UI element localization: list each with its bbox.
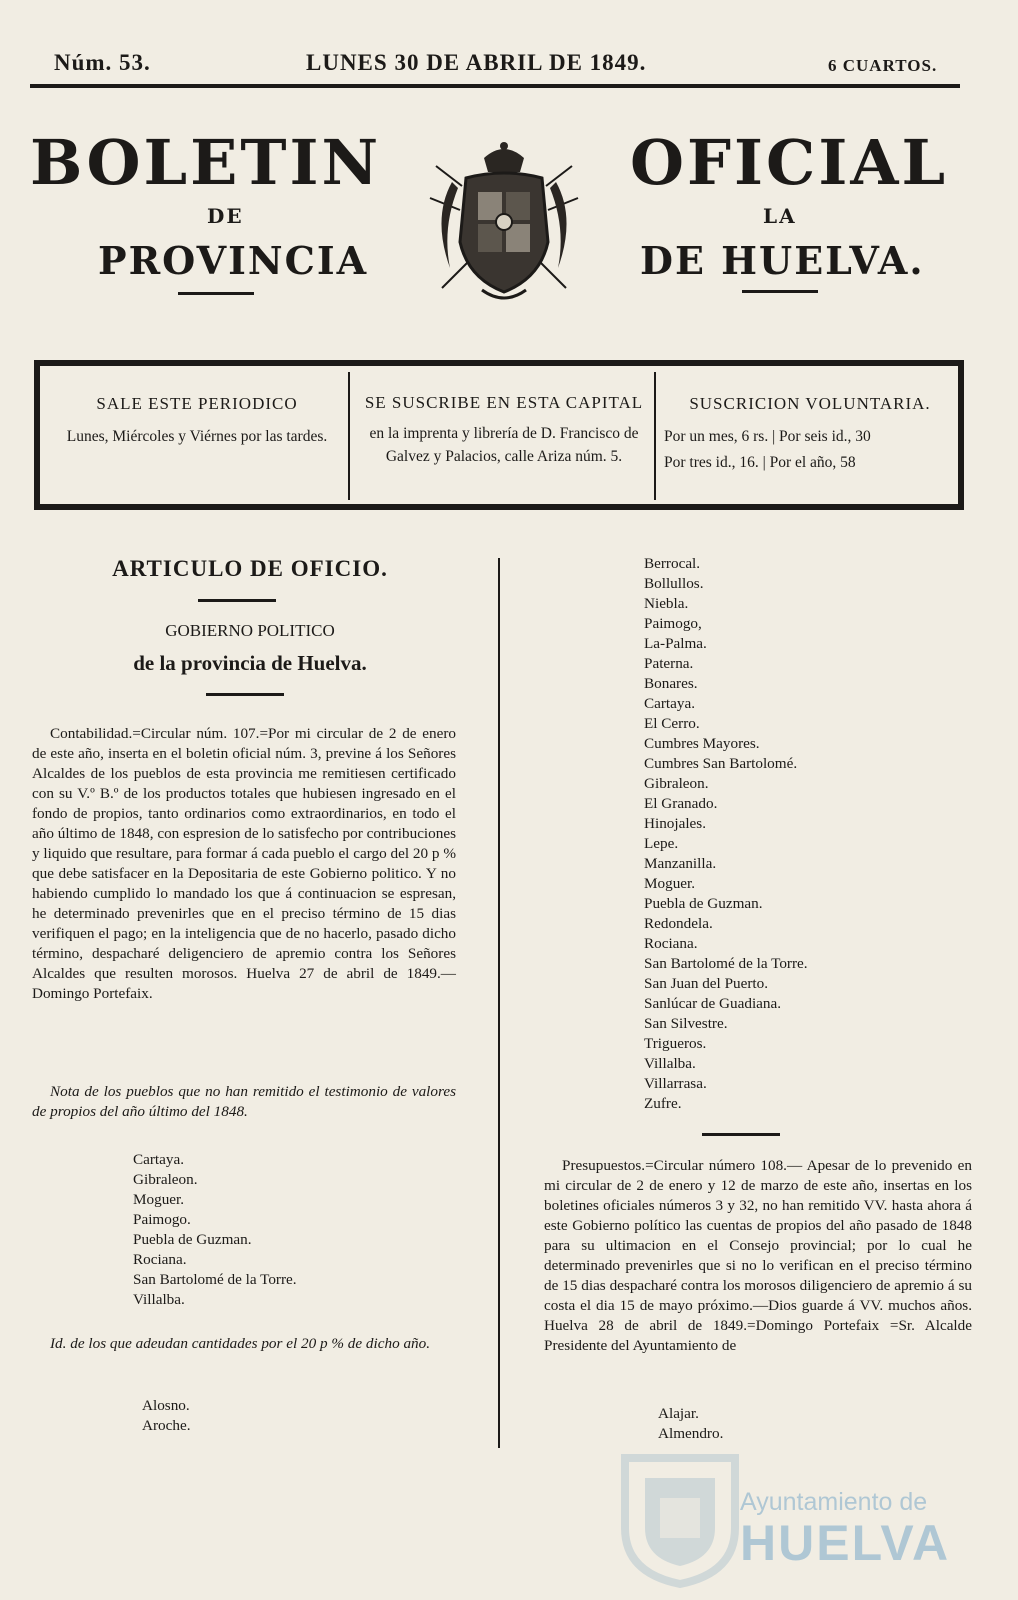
list-item: Hinojales. [644,815,707,832]
list-item: Alajar. [658,1405,699,1422]
section-rule [198,599,276,602]
list-item: Paterna. [644,655,694,672]
list-item: San Bartolomé de la Torre. [644,955,808,972]
list-item: Villalba. [133,1291,185,1308]
list-item: Paimogo. [133,1211,191,1228]
office-line-1: GOBIERNO POLITICO [165,621,335,640]
list-item: Aroche. [142,1417,191,1434]
info-col-prices-line2: Por tres id., 16. | Por el año, 58 [664,453,856,471]
list-item: El Cerro. [644,715,700,732]
title-left-underline [178,292,254,295]
list-3 [644,554,808,1114]
list-1 [133,1150,297,1310]
list-item: Bonares. [644,675,698,692]
info-col-subscribe-title: SE SUSCRIBE EN ESTA CAPITAL [364,393,644,412]
info-col-prices [660,368,960,508]
info-col-prices-line1: Por un mes, 6 rs. | Por seis id., 30 [664,428,871,446]
list-item: Gibraleon. [644,775,709,792]
list-item: Puebla de Guzman. [133,1231,252,1248]
circular-107-text: Contabilidad.=Circular núm. 107.=Por mi circular de 2 de enero de este año, inserta en el boletin oficial núm. 3, previne á los Señores Alcaldes de los pueblos de esta provincia me remitiesen certificado con su V.º B.º de los productos totales que hubiesen ingresado en el fondo de propios, tanto ordinarios como extraordinarios, en todo el año último de 1848, con espresion de lo satisfecho por contribuciones y liquido que resultare, para formar á cada pueblo el cargo del 20 p % que debe satisfacer en la Depositaria de este Gobierno politico. Y no habiendo cumplido lo mandado los que á continuacion se espresan, he determinado prevenirles que en el preciso término de 15 dias verifiquen el pago; en la inteligencia que de no hacerlo, pasado dicho término, despacharé deligenciero de apremio contra los Señores Alcaldes que resulten morosos. Huelva 27 de abril de 1849.—Domingo Portefaix. [32,725,456,1002]
list-item: Berrocal. [644,555,701,572]
info-col-schedule-text: Lunes, Miércoles y Viérnes por las tardes. [66,428,328,446]
info-col-subscribe [354,368,654,508]
list-item: Redondela. [644,915,713,932]
list-2 [142,1396,191,1436]
list-item: Manzanilla. [644,855,717,872]
column-separator [498,558,500,1448]
title-de-huelva: DE HUELVA. [640,238,925,283]
masthead-rule [30,84,960,88]
info-box [34,368,964,508]
box-top-rule [34,360,964,366]
title-oficial: OFICIAL [630,126,949,199]
issue-date: LUNES 30 DE ABRIL DE 1849. [306,50,647,75]
issue-price: 6 CUARTOS. [828,56,938,75]
right-rule [702,1133,780,1136]
list-item: Alosno. [142,1397,190,1414]
list-item: San Bartolomé de la Torre. [133,1271,297,1288]
list-4 [658,1404,723,1444]
note-2: Id. de los que adeudan cantidades por el 20 p % de dicho año. [50,1335,431,1352]
list-item: El Granado. [644,795,718,812]
city-seal-watermark-icon [605,1448,755,1588]
list-item: Bollullos. [644,575,704,592]
list-item: Cumbres Mayores. [644,735,760,752]
list-item: San Juan del Puerto. [644,975,769,992]
list-item: Cumbres San Bartolomé. [644,755,798,772]
title-de: DE [207,204,244,228]
list-item: Moguer. [644,875,696,892]
list-item: Lepe. [644,835,679,852]
office-line-2: de la provincia de Huelva. [133,651,367,675]
list-item: Villarrasa. [644,1075,707,1092]
list-item: Puebla de Guzman. [644,895,763,912]
title-right-underline [742,290,818,293]
list-item: Almendro. [658,1425,724,1442]
title-provincia: PROVINCIA [98,238,369,283]
list-item: Gibraleon. [133,1171,198,1188]
list-item: Rociana. [644,935,698,952]
list-item: Cartaya. [133,1151,185,1168]
list-item: Cartaya. [644,695,696,712]
info-col-schedule [52,368,342,508]
list-item: Zufre. [644,1095,682,1112]
list-item: Sanlúcar de Guadiana. [644,995,782,1012]
info-col-prices-title: SUSCRICION VOLUNTARIA. [689,394,931,413]
list-item: La-Palma. [644,635,707,652]
note-1: Nota de los pueblos que no han remitido el testimonio de valores de propios del año último del 1848. [32,1083,456,1120]
info-col-schedule-title: SALE ESTE PERIODICO [96,394,298,413]
list-item: Niebla. [644,595,689,612]
list-item: Trigueros. [644,1035,707,1052]
list-item: San Silvestre. [644,1015,728,1032]
title-la: LA [763,204,797,228]
office-rule [206,693,284,696]
list-item: Paimogo, [644,615,702,632]
issue-number: Núm. 53. [54,50,151,75]
coat-of-arms-icon [422,138,586,306]
title-boletin: BOLETIN [30,126,382,199]
watermark-line-2: HUELVA [740,1515,951,1571]
section-title: ARTICULO DE OFICIO. [112,556,388,581]
circular-108-text: Presupuestos.=Circular número 108.— Apesar de lo prevenido en mi circular de 2 de enero y 12 de marzo de este año, insertas en los boletines oficiales números 3 y 32, no han remitido VV. hasta ahora á este Gobierno político las cuentas de propios del año pasado de 1848 para su ultimacion en el Consejo provincial; por lo cual he determinado prevenirles que si no lo verifican en el preciso término de 15 dias despacharé contra los morosos diligenciero de apremio á su costa el dia 15 de mayo próximo.—Dios guarde á VV. muchos años. Huelva 28 de abril de 1849.=Domingo Portefaix =Sr. Alcalde Presidente del Ayuntamiento de [544,1157,972,1354]
list-item: Moguer. [133,1191,185,1208]
list-item: Rociana. [133,1251,187,1268]
info-col-subscribe-text: en la imprenta y librería de D. Francisco de Galvez y Palacios, calle Ariza núm. 5. [369,424,639,465]
watermark-line-1: Ayuntamiento de [740,1488,928,1516]
list-item: Villalba. [644,1055,696,1072]
